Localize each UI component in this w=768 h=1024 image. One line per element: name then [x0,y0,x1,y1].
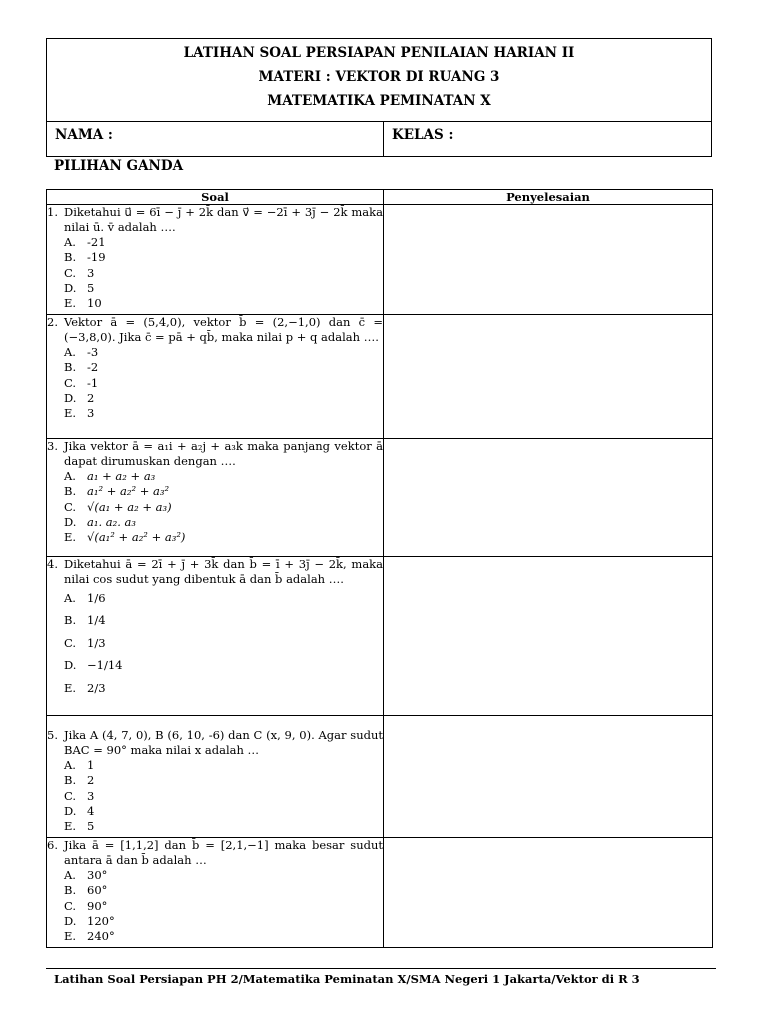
option-letter: A. [64,758,76,772]
option-letter: A. [64,590,76,605]
question-number: 3. [47,439,58,453]
option[interactable] [47,360,383,375]
option-letter: C. [64,265,77,280]
question-cell [47,838,384,948]
question-row [47,557,713,716]
option[interactable] [47,250,383,265]
option[interactable] [47,515,383,530]
option-text: 1 [87,758,95,772]
option-letter: D. [64,913,77,928]
option-letter: A. [64,868,76,882]
option-text: 2/3 [87,680,106,695]
nama-field[interactable]: NAMA : [47,121,384,157]
col-header-penyelesaian: Penyelesaian [384,190,713,205]
option-text: a₁. a₂. a₃ [87,514,137,529]
option[interactable] [47,530,383,545]
option-letter: E. [64,680,77,695]
question-number: 1. [47,205,58,219]
option-letter: A. [64,235,76,249]
question-row [47,716,713,838]
question-text: Vektor ā = (5,4,0), vektor b̄ = (2,−1,0) dan c̄ = (−3,8,0). Jika c̄ = pā + qb̄, maka nilai p + q adalah …. [64,315,383,344]
option[interactable] [47,758,383,773]
option-letter: C. [64,635,77,650]
option-letter: D. [64,390,77,405]
option[interactable] [47,391,383,406]
question-number: 4. [47,557,58,571]
answer-cell[interactable] [384,205,713,315]
option-letter: B. [64,613,77,628]
title-line-2: MATERI : VEKTOR DI RUANG 3 [258,69,500,85]
question-table [46,189,713,948]
option-text: √(a₁ + a₂ + a₃) [87,499,172,514]
option-text: 5 [87,819,95,834]
question-number: 5. [47,728,58,742]
option-letter: D. [64,658,77,673]
header-box [46,38,712,157]
option-text: -21 [87,235,106,249]
option-text: 120° [87,913,115,928]
option[interactable] [47,281,383,296]
option-text: 4 [87,803,95,818]
option[interactable] [47,899,383,914]
option-text: 3 [87,265,95,280]
page-footer: Latihan Soal Persiapan PH 2/Matematika Peminatan X/SMA Negeri 1 Jakarta/Vektor di R 3 [54,972,640,986]
option-letter: D. [64,514,77,529]
option[interactable] [47,469,383,484]
option-letter: B. [64,883,77,898]
option-letter: C. [64,499,77,514]
option-letter: E. [64,530,77,545]
question-row [47,205,713,315]
option-letter: C. [64,375,77,390]
question-cell [47,439,384,557]
option-text: -1 [87,375,99,390]
question-cell [47,716,384,838]
question-row [47,439,713,557]
title-block [47,39,711,122]
option-letter: E. [64,296,77,311]
option-text: 10 [87,296,102,311]
question-text: Jika ā = [1,1,2] dan b̄ = [2,1,−1] maka besar sudut antara ā dan b̄ adalah … [64,838,383,867]
option-text: 5 [87,280,95,295]
option[interactable] [47,929,383,944]
option-text: -2 [87,360,99,375]
option-text: 2 [87,773,95,788]
option[interactable] [47,235,383,250]
option-text: -19 [87,250,106,265]
question-cell [47,315,384,439]
option[interactable] [47,789,383,804]
option-text: 240° [87,929,115,944]
answer-cell[interactable] [384,439,713,557]
question-text: Jika vektor ā = a₁i + a₂j + a₃k maka panjang vektor ā dapat dirumuskan dengan …. [64,439,383,468]
option-letter: A. [64,469,76,483]
question-text: Diketahui ā = 2ī + j̄ + 3k̄ dan b̄ = ī + 3j̄ − 2k̄, maka nilai cos sudut yang dibentuk ā dan b̄ adalah …. [64,557,383,586]
question-cell [47,205,384,315]
question-text: Jika A (4, 7, 0), B (6, 10, -6) dan C (x, 9, 0). Agar sudut BAC = 90° maka nilai x adalah … [64,728,383,757]
option[interactable] [47,376,383,391]
option[interactable] [47,610,383,633]
option[interactable] [47,655,383,678]
option-text: 3 [87,406,95,421]
option[interactable] [47,406,383,421]
option-text: 60° [87,883,108,898]
option[interactable] [47,773,383,788]
option[interactable] [47,345,383,360]
option[interactable] [47,484,383,499]
title-line-1: LATIHAN SOAL PERSIAPAN PENILAIAN HARIAN II [183,45,575,61]
option-text: a₁ + a₂ + a₃ [87,469,156,483]
option[interactable] [47,868,383,883]
answer-cell[interactable] [384,716,713,838]
option-text: 1/6 [87,590,106,605]
option-text: 1/3 [87,635,106,650]
option-letter: C. [64,898,77,913]
footer-divider [46,968,716,969]
question-text: Diketahui u⃗ = 6ī − j̄ + 2k̄ dan v⃗ = −2ī + 3j̄ − 2k̄ maka nilai ū. v̄ adalah …. [64,205,383,234]
option-text: √(a₁² + a₂² + a₃²) [87,530,186,545]
option[interactable] [47,819,383,834]
question-row [47,315,713,439]
option-letter: C. [64,788,77,803]
option[interactable] [47,804,383,819]
option-text: −1/14 [87,658,123,673]
option-letter: D. [64,803,77,818]
option[interactable] [47,632,383,655]
question-cell [47,557,384,716]
answer-cell[interactable] [384,838,713,948]
option-text: -3 [87,345,99,359]
option[interactable] [47,296,383,311]
option-text: 2 [87,390,95,405]
option-text: 3 [87,788,95,803]
option-text: a₁² + a₂² + a₃² [87,484,170,499]
option-text: 1/4 [87,613,106,628]
option[interactable] [47,587,383,610]
option-letter: A. [64,345,76,359]
option-letter: B. [64,250,77,265]
option[interactable] [47,500,383,515]
answer-cell[interactable] [384,315,713,439]
question-number: 6. [47,838,58,852]
option-letter: E. [64,406,77,421]
option-letter: B. [64,360,77,375]
section-title: PILIHAN GANDA [54,158,184,174]
option[interactable] [47,266,383,281]
title-line-3: MATEMATIKA PEMINATAN X [267,93,491,109]
kelas-field[interactable]: KELAS : [392,127,454,143]
option-letter: E. [64,819,77,834]
question-number: 2. [47,315,58,329]
table-header-row [47,190,713,205]
option-text: 90° [87,898,108,913]
option[interactable] [47,677,383,700]
option[interactable] [47,883,383,898]
option-letter: D. [64,280,77,295]
option-letter: E. [64,929,77,944]
question-row [47,838,713,948]
answer-cell[interactable] [384,557,713,716]
col-header-soal: Soal [47,190,384,205]
option-text: 30° [87,868,108,882]
option-letter: B. [64,773,77,788]
option-letter: B. [64,484,77,499]
option[interactable] [47,914,383,929]
